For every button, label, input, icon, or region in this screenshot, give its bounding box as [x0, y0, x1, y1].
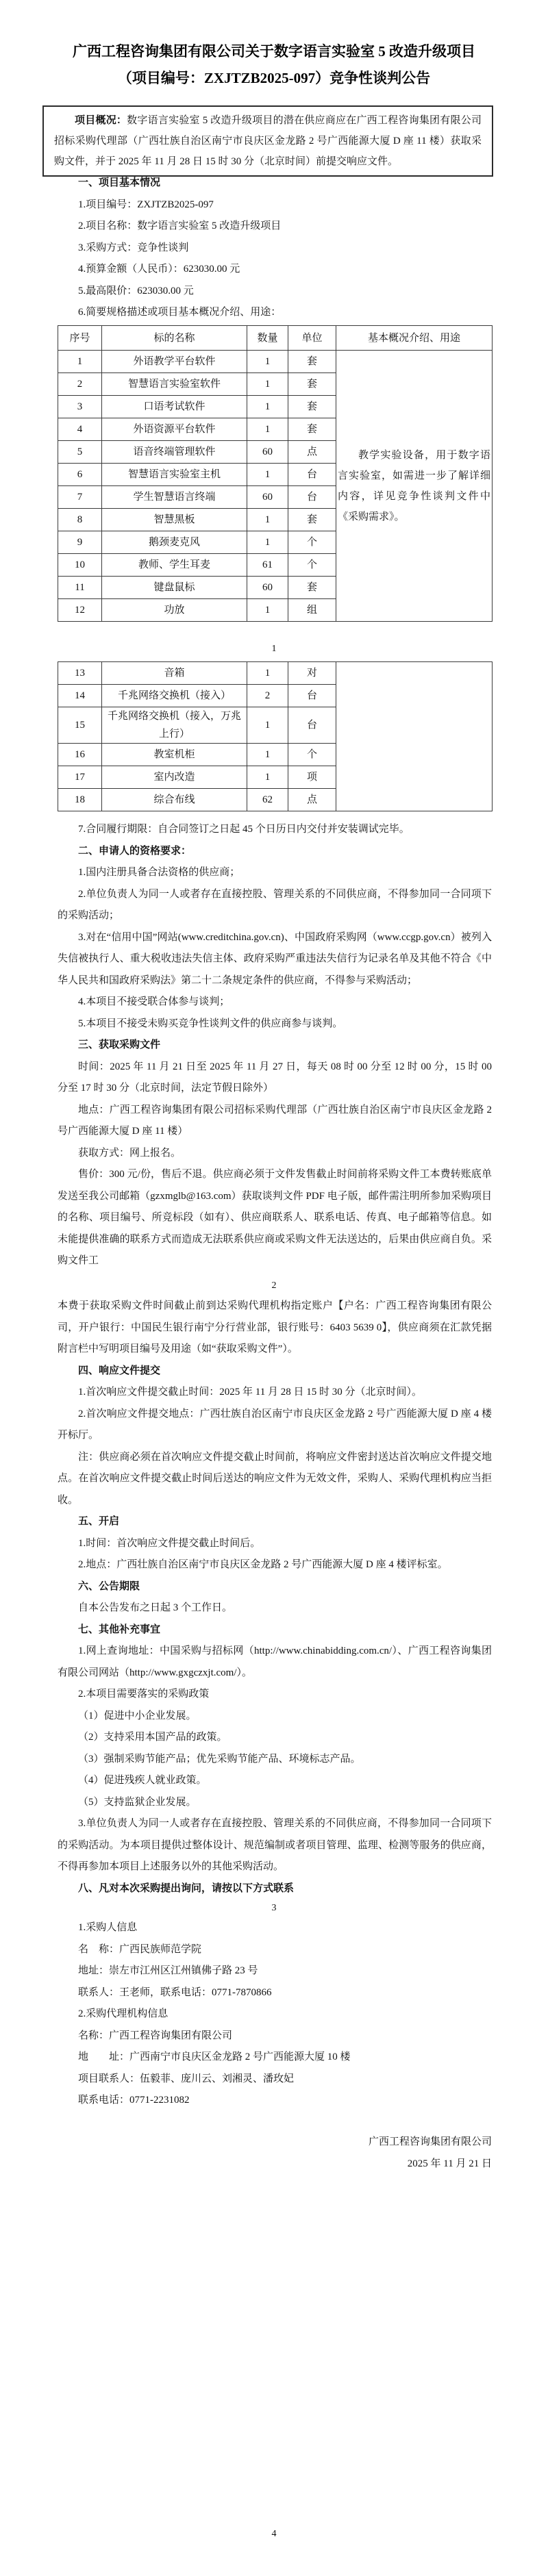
cell-qty: 1 — [247, 531, 288, 554]
opening-place: 2.地点：广西壮族自治区南宁市良庆区金龙路 2 号广西能源大厦 D 座 4 楼评标室。 — [78, 1559, 448, 1570]
overview-text: 数字语言实验室 5 改造升级项目的潜在供应商应在广西工程咨询集团有限公司招标采购代理部（广西壮族自治区南宁市良庆区金龙路 2 号广西能源大厦 D 座 11 楼）获取采购文件，并于 2025 年 11 月 28 日 15 时 30 分（北京时间）前提交响应文件。 — [54, 115, 482, 167]
cell-index: 5 — [58, 441, 102, 464]
purchaser-contact: 联系人：王老师，联系电话：0771-7870866 — [78, 1986, 272, 1998]
document-obtain-method: 获取方式：网上报名。 — [78, 1147, 182, 1159]
cell-unit: 套 — [288, 351, 336, 373]
cell-unit: 台 — [288, 464, 336, 486]
cell-item-name: 室内改造 — [102, 766, 247, 789]
cell-item-name: 教师、学生耳麦 — [102, 554, 247, 577]
cell-index: 6 — [58, 464, 102, 486]
cell-qty: 61 — [247, 554, 288, 577]
table-header-row — [58, 326, 493, 351]
cell-unit: 组 — [288, 599, 336, 622]
cell-unit: 套 — [288, 577, 336, 599]
document-title-line1: 广西工程咨询集团有限公司关于数字语言实验室 5 改造升级项目 — [73, 43, 475, 60]
header-qty: 数量 — [247, 326, 288, 351]
qualification-item-5: 5.本项目不接受未购买竞争性谈判文件的供应商参与谈判。 — [78, 1018, 343, 1029]
cell-unit: 套 — [288, 418, 336, 441]
cell-unit: 套 — [288, 396, 336, 418]
agency-name: 名称：广西工程咨询集团有限公司 — [78, 2030, 233, 2041]
cell-qty: 1 — [247, 418, 288, 441]
cell-index: 17 — [58, 766, 102, 789]
cell-unit: 对 — [288, 662, 336, 685]
cell-item-name: 口语考试软件 — [102, 396, 247, 418]
cell-qty: 1 — [247, 509, 288, 531]
cell-index: 10 — [58, 554, 102, 577]
cell-item-name: 功放 — [102, 599, 247, 622]
project-name: 2.项目名称：数字语言实验室 5 改造升级项目 — [78, 220, 282, 231]
table-row — [58, 662, 493, 685]
cell-index: 9 — [58, 531, 102, 554]
header-index: 序号 — [58, 326, 102, 351]
document-obtain-time: 时间：2025 年 11 月 21 日至 2025 年 11 月 27 日，每天 08 时 00 分至 12 时 00 分，15 时 00 分至 17 时 30 分（北京时间，法定节假日除外） — [58, 1061, 492, 1094]
cell-item-name: 鹅颈麦克风 — [102, 531, 247, 554]
section-basic-info — [58, 173, 492, 324]
purchaser-info-title: 1.采购人信息 — [78, 1922, 138, 1933]
cell-unit: 点 — [288, 441, 336, 464]
cell-item-name: 音箱 — [102, 662, 247, 685]
submission-note: 注：供应商必须在首次响应文件提交截止时间前，将响应文件密封送达首次响应文件提交地点。在首次响应文件提交截止时间后送达的响应文件为无效文件，采购人、采购代理机构应当拒收。 — [58, 1451, 492, 1506]
cell-item-name: 智慧黑板 — [102, 509, 247, 531]
cell-qty: 1 — [247, 599, 288, 622]
cell-qty: 60 — [247, 441, 288, 464]
cell-index: 1 — [58, 351, 102, 373]
section3-heading: 三、获取采购文件 — [78, 1039, 161, 1050]
policy-item-1: （1）促进中小企业发展。 — [78, 1710, 197, 1721]
cell-index: 13 — [58, 662, 102, 685]
purchaser-address: 地址：崇左市江州区江州镇佛子路 23 号 — [78, 1965, 258, 1976]
cell-qty: 60 — [247, 577, 288, 599]
goods-table-page2 — [58, 661, 493, 811]
cell-index: 4 — [58, 418, 102, 441]
cell-index: 12 — [58, 599, 102, 622]
qualification-item-4: 4.本项目不接受联合体参与谈判； — [78, 996, 230, 1007]
cell-qty: 1 — [247, 464, 288, 486]
cell-item-name: 学生智慧语言终端 — [102, 486, 247, 509]
cell-item-name: 千兆网络交换机（接入） — [102, 685, 247, 707]
cell-index: 18 — [58, 789, 102, 811]
section-contact-info — [58, 1917, 492, 2112]
document-price-part2: 本费于获取采购文件时间截止前到达采购代理机构指定账户【户名：广西工程咨询集团有限公司，开户银行：中国民生银行南宁分行营业部，银行账号：6403 5639 0】，供应商须在汇款凭据附言栏中写明项目编号及用途（如“获取采购文件”）。 — [58, 1300, 492, 1354]
cell-item-name: 综合布线 — [102, 789, 247, 811]
section-submission-and-policies — [58, 1296, 492, 1899]
qualification-item-3: 3.对在“信用中国”网站(www.creditchina.gov.cn)、中国政府采购网（www.ccgp.gov.cn）被列入失信被执行人、重大税收违法失信主体、政府采购严重违法失信行为记录名单及其他不符合《中华人民共和国政府采购法》第二十二条规定条件的供应商，不得参与采购活动； — [58, 931, 492, 986]
opening-time: 1.时间：首次响应文件提交截止时间后。 — [78, 1537, 261, 1549]
section-qualifications-and-documents — [58, 819, 492, 1272]
project-number: 1.项目编号：ZXJTZB2025-097 — [78, 199, 214, 210]
section2-heading: 二、申请人的资格要求： — [78, 845, 192, 857]
cell-qty: 62 — [247, 789, 288, 811]
page-number-2: 2 — [271, 1280, 277, 1291]
cell-index: 2 — [58, 373, 102, 396]
section1-heading: 一、项目基本情况 — [78, 177, 161, 188]
agency-phone: 联系电话：0771-2231082 — [78, 2095, 190, 2106]
document-price-part1: 售价：300 元/份，售后不退。供应商必须于文件发售截止时间前将采购文件工本费转账底单发送至我公司邮箱（gzxmglb@163.com）获取谈判文件 PDF 电子版，邮件需注明所参加采购项目的名称、项目编号、所竞标段（如有）、供应商联系人、联系电话、传真、电子邮箱等信息。如未能提供准确的联系方式而造成无法联系供应商或采购文件无法送达的，后果由供应商自负。采购文件工 — [58, 1169, 492, 1266]
section4-heading: 四、响应文件提交 — [78, 1365, 161, 1376]
project-overview-paragraph — [54, 110, 482, 172]
cell-unit: 个 — [288, 554, 336, 577]
page-number-3: 3 — [271, 1903, 277, 1913]
submission-deadline: 1.首次响应文件提交截止时间：2025 年 11 月 28 日 15 时 30 分（北京时间）。 — [78, 1387, 422, 1398]
table-usage-note-cell-continued — [336, 662, 493, 811]
cell-qty: 1 — [247, 766, 288, 789]
table-usage-note: 教学实验设备，用于数字语言实验室，如需进一步了解详细内容，详见竞争性谈判文件中《采购需求》。 — [338, 449, 490, 522]
document-title-line2: （项目编号：ZXJTZB2025-097）竞争性谈判公告 — [117, 70, 431, 86]
price-ceiling: 5.最高限价：623030.00 元 — [78, 285, 194, 296]
cell-unit: 个 — [288, 744, 336, 766]
section7-heading: 七、其他补充事宜 — [78, 1624, 161, 1635]
page-number-1: 1 — [271, 644, 277, 654]
cell-qty: 1 — [247, 351, 288, 373]
qualification-item-1: 1.国内注册具备合法资格的供应商； — [78, 867, 240, 878]
cell-unit: 套 — [288, 509, 336, 531]
signature-date: 2025 年 11 月 21 日 — [407, 2158, 492, 2169]
cell-item-name: 教室机柜 — [102, 744, 247, 766]
cell-qty: 1 — [247, 662, 288, 685]
cell-index: 14 — [58, 685, 102, 707]
cell-index: 3 — [58, 396, 102, 418]
cell-qty: 1 — [247, 373, 288, 396]
purchaser-name: 名 称：广西民族师范学院 — [78, 1943, 202, 1955]
cell-qty: 60 — [247, 486, 288, 509]
agency-address: 地 址：广西南宁市良庆区金龙路 2 号广西能源大厦 10 楼 — [78, 2051, 351, 2062]
spec-intro-label: 6.简要规格描述或项目基本概况介绍、用途： — [78, 307, 282, 318]
announcement-period: 自本公告发布之日起 3 个工作日。 — [78, 1602, 233, 1613]
cell-qty: 2 — [247, 685, 288, 707]
budget-amount: 4.预算金额（人民币）：623030.00 元 — [78, 264, 240, 275]
page-number-4: 4 — [271, 2529, 277, 2539]
section5-heading: 五、开启 — [78, 1516, 120, 1527]
header-item-name: 标的名称 — [102, 326, 247, 351]
agency-contacts: 项目联系人：伍毅菲、庞川云、刘湘灵、潘玫妃 — [78, 2073, 295, 2084]
project-overview-box — [42, 105, 493, 177]
table-usage-note-cell — [336, 351, 493, 622]
cell-item-name: 智慧语言实验室主机 — [102, 464, 247, 486]
qualification-item-2: 2.单位负责人为同一人或者存在直接控股、管理关系的不同供应商，不得参加同一合同项下的采购活动； — [58, 888, 492, 921]
cell-unit: 套 — [288, 373, 336, 396]
cell-item-name: 键盘鼠标 — [102, 577, 247, 599]
cell-index: 16 — [58, 744, 102, 766]
cell-item-name: 智慧语言实验室软件 — [102, 373, 247, 396]
goods-table-page1 — [58, 325, 493, 622]
online-query-address: 1.网上查询地址：中国采购与招标网（http://www.chinabidding.com.cn/）、广西工程咨询集团有限公司网站（http://www.gxgczxjt.com/）。 — [58, 1645, 492, 1678]
header-unit: 单位 — [288, 326, 336, 351]
policy-intro: 2.本项目需要落实的采购政策 — [78, 1689, 210, 1700]
document-obtain-place: 地点：广西工程咨询集团有限公司招标采购代理部（广西壮族自治区南宁市良庆区金龙路 2 号广西能源大厦 D 座 11 楼） — [58, 1104, 492, 1137]
cell-index: 15 — [58, 707, 102, 744]
contract-term: 7.合同履行期限：自合同签订之日起 45 个日历日内交付并安装调试完毕。 — [78, 824, 410, 835]
cell-unit: 个 — [288, 531, 336, 554]
cell-unit: 项 — [288, 766, 336, 789]
policy-item-5: （5）支持监狱企业发展。 — [78, 1796, 197, 1808]
section6-heading: 六、公告期限 — [78, 1580, 140, 1592]
cell-qty: 1 — [247, 396, 288, 418]
cell-unit: 台 — [288, 486, 336, 509]
section8-heading: 八、凡对本次采购提出询问，请按以下方式联系 — [78, 1882, 295, 1894]
same-responsible-person-rule: 3.单位负责人为同一人或者存在直接控股、管理关系的不同供应商，不得参加同一合同项下的采购活动。为本项目提供过整体设计、规范编制或者项目管理、监理、检测等服务的供应商，不得再参加本项目上述服务以外的其他采购活动。 — [58, 1818, 492, 1872]
policy-item-3: （3）强制采购节能产品；优先采购节能产品、环境标志产品。 — [78, 1753, 361, 1765]
cell-item-name: 语音终端管理软件 — [102, 441, 247, 464]
overview-label: 项目概况： — [75, 115, 127, 126]
cell-unit: 台 — [288, 707, 336, 744]
procurement-method: 3.采购方式：竞争性谈判 — [78, 242, 189, 253]
document-title — [0, 38, 548, 92]
cell-item-name: 千兆网络交换机（接入，万兆上行） — [102, 707, 247, 744]
header-usage: 基本概况介绍、用途 — [336, 326, 493, 351]
agency-info-title: 2.采购代理机构信息 — [78, 2008, 169, 2019]
cell-item-name: 外语教学平台软件 — [102, 351, 247, 373]
cell-item-name: 外语资源平台软件 — [102, 418, 247, 441]
table-row — [58, 351, 493, 373]
signature-block — [58, 2131, 501, 2175]
submission-place: 2.首次响应文件提交地点：广西壮族自治区南宁市良庆区金龙路 2 号广西能源大厦 D 座 4 楼开标厅。 — [58, 1408, 492, 1441]
cell-unit: 点 — [288, 789, 336, 811]
cell-index: 7 — [58, 486, 102, 509]
cell-index: 8 — [58, 509, 102, 531]
cell-qty: 1 — [247, 744, 288, 766]
cell-unit: 台 — [288, 685, 336, 707]
policy-item-2: （2）支持采用本国产品的政策。 — [78, 1732, 227, 1743]
policy-item-4: （4）促进残疾人就业政策。 — [78, 1775, 207, 1786]
cell-qty: 1 — [247, 707, 288, 744]
signature-company: 广西工程咨询集团有限公司 — [368, 2136, 492, 2147]
cell-index: 11 — [58, 577, 102, 599]
